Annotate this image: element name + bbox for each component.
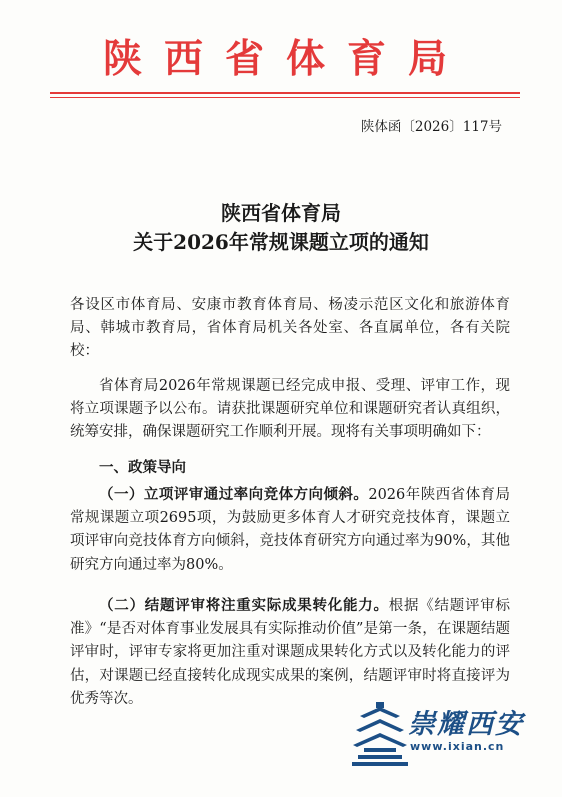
policy-item-2-text: 根据《结题评审标准》“是否对体育事业发展具有实际推动价值”是第一条，在课题结题评审时，评审专家将更加注重对课题成果转化方式以及转化能力的评估，对课题已经直接转化成现实成果的案例，结题评审时将直接评为优秀等次。 (70, 598, 510, 707)
policy-item-1 (70, 483, 510, 577)
site-watermark (352, 700, 552, 770)
header-red-rule (50, 92, 520, 94)
watermark-brand: 崇耀西安 (408, 709, 524, 740)
section-heading: 一、政策导向 (99, 459, 186, 476)
watermark-url: www.ixian.cn (410, 740, 505, 753)
pagoda-logo-icon (352, 700, 408, 766)
organization-header: 陕西省体育局 (102, 36, 469, 82)
header-red-rule-thin (50, 97, 520, 98)
intro-paragraph: 省体育局2026年常规课题已经完成申报、受理、评审工作，现将立项课题予以公布。请获批课题研究单位和课题研究者认真组织，统筹安排，确保课题研究工作顺利开展。现将有关事项明确如下： (70, 378, 510, 441)
policy-item-2-lead: （二）结题评审将注重实际成果转化能力。 (99, 597, 389, 614)
policy-item-1-lead: （一）立项评审通过率向竞体方向倾斜。 (99, 486, 369, 503)
document-title-line2: 关于2026年常规课题立项的通知 (133, 230, 429, 254)
policy-item-2 (70, 594, 510, 711)
addressees: 各设区市体育局、安康市教育体育局、杨凌示范区文化和旅游体育局、韩城市教育局，省体育局机关各处室、各直属单位，各有关院校： (70, 297, 510, 360)
document-number: 陕体函〔2026〕117号 (360, 119, 502, 135)
document-title-line1: 陕西省体育局 (221, 201, 341, 225)
policy-item-1-text: 2026年陕西省体育局常规课题立项2695项，为鼓励更多体育人才研究竞技体育，课题立项评审向竞技体育方向倾斜，竞技体育研究方向通过率为90%，其他研究方向通过率为80%。 (70, 487, 511, 573)
